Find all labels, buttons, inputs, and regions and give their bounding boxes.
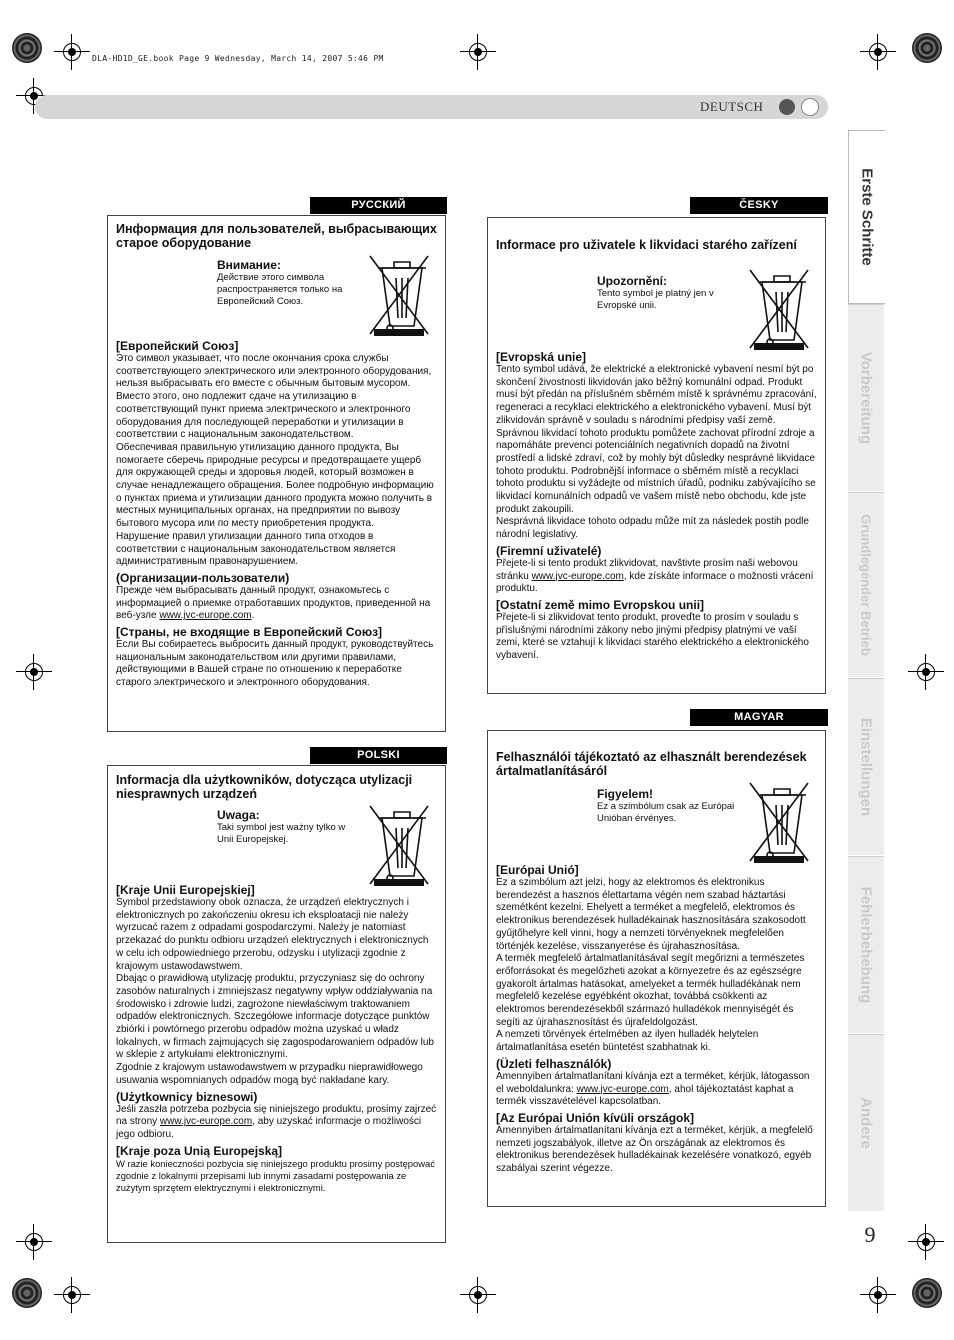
registration-disc-icon xyxy=(12,1278,42,1308)
paragraph: Zgodnie z krajowym ustawodawstwem w przypadku nieprawidłowego usuwania wspomnianych odpadów mogą być nakładane kary. xyxy=(116,1062,423,1086)
section-heading: (Üzleti felhasználók) xyxy=(496,1056,612,1071)
section-heading: [Európai Unió] xyxy=(496,863,579,877)
warning-text: Действие этого символа распространяется только на Европейский Союз. xyxy=(217,272,343,307)
registration-crosshair-icon xyxy=(22,1230,46,1254)
side-tab-label: Fehlerbehebung xyxy=(857,886,875,1004)
print-slug: DLA-HD1D_GE.book Page 9 Wednesday, March 14, 2007 5:46 PM xyxy=(92,54,384,63)
jvc-europe-link[interactable]: www.jvc-europe.com xyxy=(576,1083,669,1095)
paragraph: Přejete-li si zlikvidovat tento produkt, proveďte to prosím v souladu s příslušnými národními zákony nebo jinými předpisy platnými ve vaší zemi, které se vztahují k likvidaci starého elektrického a elektronického vybavení. xyxy=(496,611,809,662)
side-tab-label: Vorbereitung xyxy=(857,351,875,445)
text: Jeśli zaszła potrzeba pozbycia się niniejszego produktu, prosimy zajrzeć na strony xyxy=(116,1103,437,1128)
warning-heading: Uwaga: xyxy=(217,808,260,822)
section-czech xyxy=(487,217,826,694)
section-title: Felhasználói tájékoztató az elhasznált berendezések ártalmatlanításáról xyxy=(496,750,807,778)
warning-text: Ez a szimbólum csak az Európai Unióban érvényes. xyxy=(597,801,735,824)
section-heading: [Европейский Союз] xyxy=(116,339,239,353)
header-dot-empty-icon xyxy=(801,98,819,116)
registration-disc-icon xyxy=(12,33,42,63)
registration-crosshair-icon xyxy=(466,1283,490,1307)
text: , ahol tájékoztatást kaphat a termék visszavételével kapcsolatban. xyxy=(496,1083,794,1108)
registration-disc-icon xyxy=(912,33,942,63)
language-label-czech: ČESKY xyxy=(690,197,828,214)
side-tab-vorbereitung[interactable] xyxy=(848,304,884,491)
text: Přejete-li si tento produkt zlikvidovat, navštivte prosím naši webovou stránku xyxy=(496,557,798,582)
side-tab-label: Andere xyxy=(857,1097,875,1149)
section-title: Informacja dla użytkowników, dotycząca utylizacji niesprawnych urządzeń xyxy=(116,773,413,801)
section-title: Informace pro uživatele k likvidaci starého zařízení xyxy=(496,238,797,252)
registration-crosshair-icon xyxy=(914,660,938,684)
header-language: DEUTSCH xyxy=(700,99,764,114)
crossed-out-wheelie-bin-icon xyxy=(746,266,812,350)
paragraph: Tento symbol udává, že elektrické a elektronické vybavení nesmí být po skončení živostnosti likvidován jako běžný komunální odpad. Produkt musí být předán na příslušném sběrném místě k správnému zpracování, regeneraci a recyklaci elektrického a elektronického vybavení. Musí být zlikvidován správně v souladu s národními předpisy vaší země. xyxy=(496,364,817,426)
paragraph: Správnou likvidací tohoto produktu pomůžete zachovat přírodní zdroje a napomáháte prevenci potenciálních negativních dopadů na životní prostředí a lidské zdraví, což by mohly být důsledky nesprávné likvidace tohoto produktu. Podrobnější informace o sběrném místě a recyklaci tohoto produktu si vyžádejte od místních úřadů, podniku zabývajícího se likvidací komunálních odpadů ve vašem místě nebo obchodu, kde jste produkt zakoupili. xyxy=(496,427,816,515)
paragraph xyxy=(496,1071,817,1109)
warning-heading: Figyelem! xyxy=(597,787,654,801)
registration-crosshair-icon xyxy=(866,1283,890,1307)
side-tab-label: Grundlegender Betrieb xyxy=(858,514,874,656)
section-heading: [Kraje Unii Europejskiej] xyxy=(116,883,255,897)
header-dot-filled-icon xyxy=(779,99,795,115)
crossed-out-wheelie-bin-icon xyxy=(366,802,432,886)
warning-text: Tento symbol je platný jen v Evropské unii. xyxy=(597,288,714,311)
side-tab-andere[interactable] xyxy=(848,1034,884,1211)
jvc-europe-link[interactable]: www.jvc-europe.com xyxy=(531,570,624,582)
crossed-out-wheelie-bin-icon xyxy=(366,252,432,336)
registration-crosshair-icon xyxy=(60,40,84,64)
paragraph: Dbając o prawidłową utylizację produktu, przyczyniasz się do ochrony zasobów naturalnych i zmniejszasz negatywny wpływ oddziaływania na środowisko i zdrowie ludzi, zagrożone niewłaściwym traktowaniem odpadów elektronicznych. Szczegółowe informacje dotyczące punktów zbiórki i powtórnego przerobu odpadów można uzyskać u władz lokalnych, w firmach zajmujących się zagospodarowaniem odpadów lub w sklepie z artykułami elektronicznymi. xyxy=(116,973,434,1061)
paragraph: W razie konieczności pozbycia się niniejszego produktu prosimy postępować zgodnie z lokalnymi przepisami lub innymi zasadami postępowania ze zużytym sprzętem elektrycznymi i elektronicznymi. xyxy=(116,1157,435,1194)
section-russian xyxy=(107,215,446,732)
paragraph: A nemzeti törvények értelmében az ilyen hulladék helytelen ártalmatlanítása esetén büntetést szabhatnak ki. xyxy=(496,1029,759,1054)
section-heading: [Az Európai Unión kívüli országok] xyxy=(496,1110,695,1125)
text: . xyxy=(251,610,255,622)
section-polish xyxy=(107,765,446,1243)
side-tab-label: Erste Schritte xyxy=(858,168,876,266)
side-tab-label: Einstellungen xyxy=(857,717,875,817)
section-title: Информация для пользователей, выбрасывающих старое оборудование xyxy=(116,222,437,250)
text: , kde získáte informace o možnosti vrácení produktu. xyxy=(496,570,814,595)
section-heading: [Ostatní země mimo Evropskou unii] xyxy=(496,597,705,612)
registration-crosshair-icon xyxy=(914,1230,938,1254)
paragraph xyxy=(116,585,437,623)
paragraph: A termék megfelelő ártalmatlanításával segít megőrizni a természetes erőforrásokat és megelőzheti azokat a környezetre és az egészségre gyakorolt ártalmas hatásokat, amelyeket a termék hulladékának nem megfelelő kezelése egyébként okozhat, továbbá csökkenti az elektromos berendezésekből származó hulladékok mennyiségét és segíti az újrahasznosítást és újrafeldolgozást. xyxy=(496,953,805,1028)
language-label-hungarian: MAGYAR xyxy=(690,709,828,726)
text: Прежде чем выбрасывать данный продукт, ознакомьтесь с информацией о приемке отработавших продуктов, приведенной на веб-узле xyxy=(116,584,431,622)
paragraph: Amennyiben ártalmatlanítani kívánja ezt a terméket, kérjük, a megfelelő nemzeti jogszabályok, illetve az Ön országának az elektromos és elektronikus berendezések hulladékainak kezelésére vonatkozó, egyéb szabályai szerint végezze. xyxy=(496,1124,813,1175)
jvc-europe-link[interactable]: www.jvc-europe.com xyxy=(159,1116,253,1128)
paragraph: Если Вы собираетесь выбросить данный продукт, руководствуйтесь национальным законодательством или другими правилами, действующими в Вашей стране по отношению к переработке старого электрического и электронного оборудования. xyxy=(116,639,434,689)
crossed-out-wheelie-bin-icon xyxy=(746,779,812,863)
registration-crosshair-icon xyxy=(866,40,890,64)
text: Amennyiben ártalmatlanítani kívánja ezt a terméket, kérjük, látogasson el weboldalunkra: xyxy=(496,1070,810,1095)
registration-crosshair-icon xyxy=(22,660,46,684)
language-label-polish: POLSKI xyxy=(310,747,447,764)
paragraph: Symbol przedstawiony obok oznacza, że urządzeń elektrycznych i elektronicznych po zakończeniu okresu ich eksploatacji nie należy wyrzucać razem z odpadami gospodarczymi. Należy je natomiast przekazać do punktu odbioru urządzeń elektrycznych i elektronicznych w celu ich odpowiedniego przerobu, odzysku i utylizacji zgodnie z krajowym ustawodawstwem. xyxy=(116,897,429,972)
paragraph: Это символ указывает, что после окончания срока службы соответствующего электрического или электронного оборудования, нельзя выбрасывать его вместе с обычным бытовым мусором. Вместо этого, оно подлежит сдаче на утилизацию в соответствующий пункт приема электрического и электронного оборудования для последующей переработки и утилизации в соответствии с национальным законодательством. xyxy=(116,353,432,441)
section-hungarian xyxy=(487,730,826,1207)
section-heading: [Страны, не входящие в Европейский Союз] xyxy=(116,625,383,640)
paragraph: Обеспечивая правильную утилизацию данного продукта, Вы помогаете сберечь природные ресурсы и предотвращаете ущерб для окружающей среды и здоровья людей, который возможен в случае ненадлежащего обращения. Более подробную информацию о пунктах приема и утилизации данного продукта можно получить в местных муниципальных органах, на предприятии по вывозу бытового мусора или по месту приобретения продукта. xyxy=(116,441,434,530)
registration-crosshair-icon xyxy=(60,1283,84,1307)
warning-heading: Внимание: xyxy=(217,258,281,272)
section-heading: [Evropská unie] xyxy=(496,350,587,364)
section-heading: (Организации-пользователи) xyxy=(116,570,290,585)
section-heading: [Kraje poza Unią Europejską] xyxy=(116,1143,283,1158)
paragraph: Nesprávná likvidace tohoto odpadu může mít za následek postih podle národní legislativy. xyxy=(496,516,809,541)
side-tab-grundlegender-betrieb[interactable] xyxy=(848,492,884,677)
paragraph: Нарушение правил утилизации данного типа отходов в соответствии с национальным законодательством является административным правонарушением. xyxy=(116,530,396,568)
section-heading: (Firemní uživatelé) xyxy=(496,543,602,558)
warning-heading: Upozornění: xyxy=(597,274,667,288)
registration-crosshair-icon xyxy=(466,40,490,64)
paragraph: Ez a szimbólum azt jelzi, hogy az elektromos és elektronikus berendezést a hasznos élettartama végén nem szabad háztartási szemétként kezelni. Ehelyett a terméket a megfelelő, elektromos és elektronikus berendezések hulladékainak hasznosítására szakosodott gyűjtőhelyre kell vinni, hogy a nemzeti törvényeknek megfelelően történjék kezelése, visszanyerése és újrahasznosítása. xyxy=(496,877,806,952)
text: , aby uzyskać informacje o możliwości jego odbioru. xyxy=(116,1116,422,1140)
section-heading: (Użytkownicy biznesowi) xyxy=(116,1089,258,1104)
paragraph xyxy=(116,1104,437,1142)
warning-text: Taki symbol jest ważny tylko w Unii Europejskej. xyxy=(217,822,346,845)
page-number: 9 xyxy=(864,1222,876,1247)
side-tab-fehlerbehebung[interactable] xyxy=(848,856,884,1033)
language-label-russian: РУССКИЙ xyxy=(310,197,447,214)
registration-disc-icon xyxy=(912,1278,942,1308)
paragraph xyxy=(496,558,817,596)
jvc-europe-link[interactable]: www.jvc-europe.com xyxy=(159,610,252,622)
side-tab-einstellungen[interactable] xyxy=(848,678,884,855)
side-tab-erste-schritte[interactable] xyxy=(848,130,885,304)
